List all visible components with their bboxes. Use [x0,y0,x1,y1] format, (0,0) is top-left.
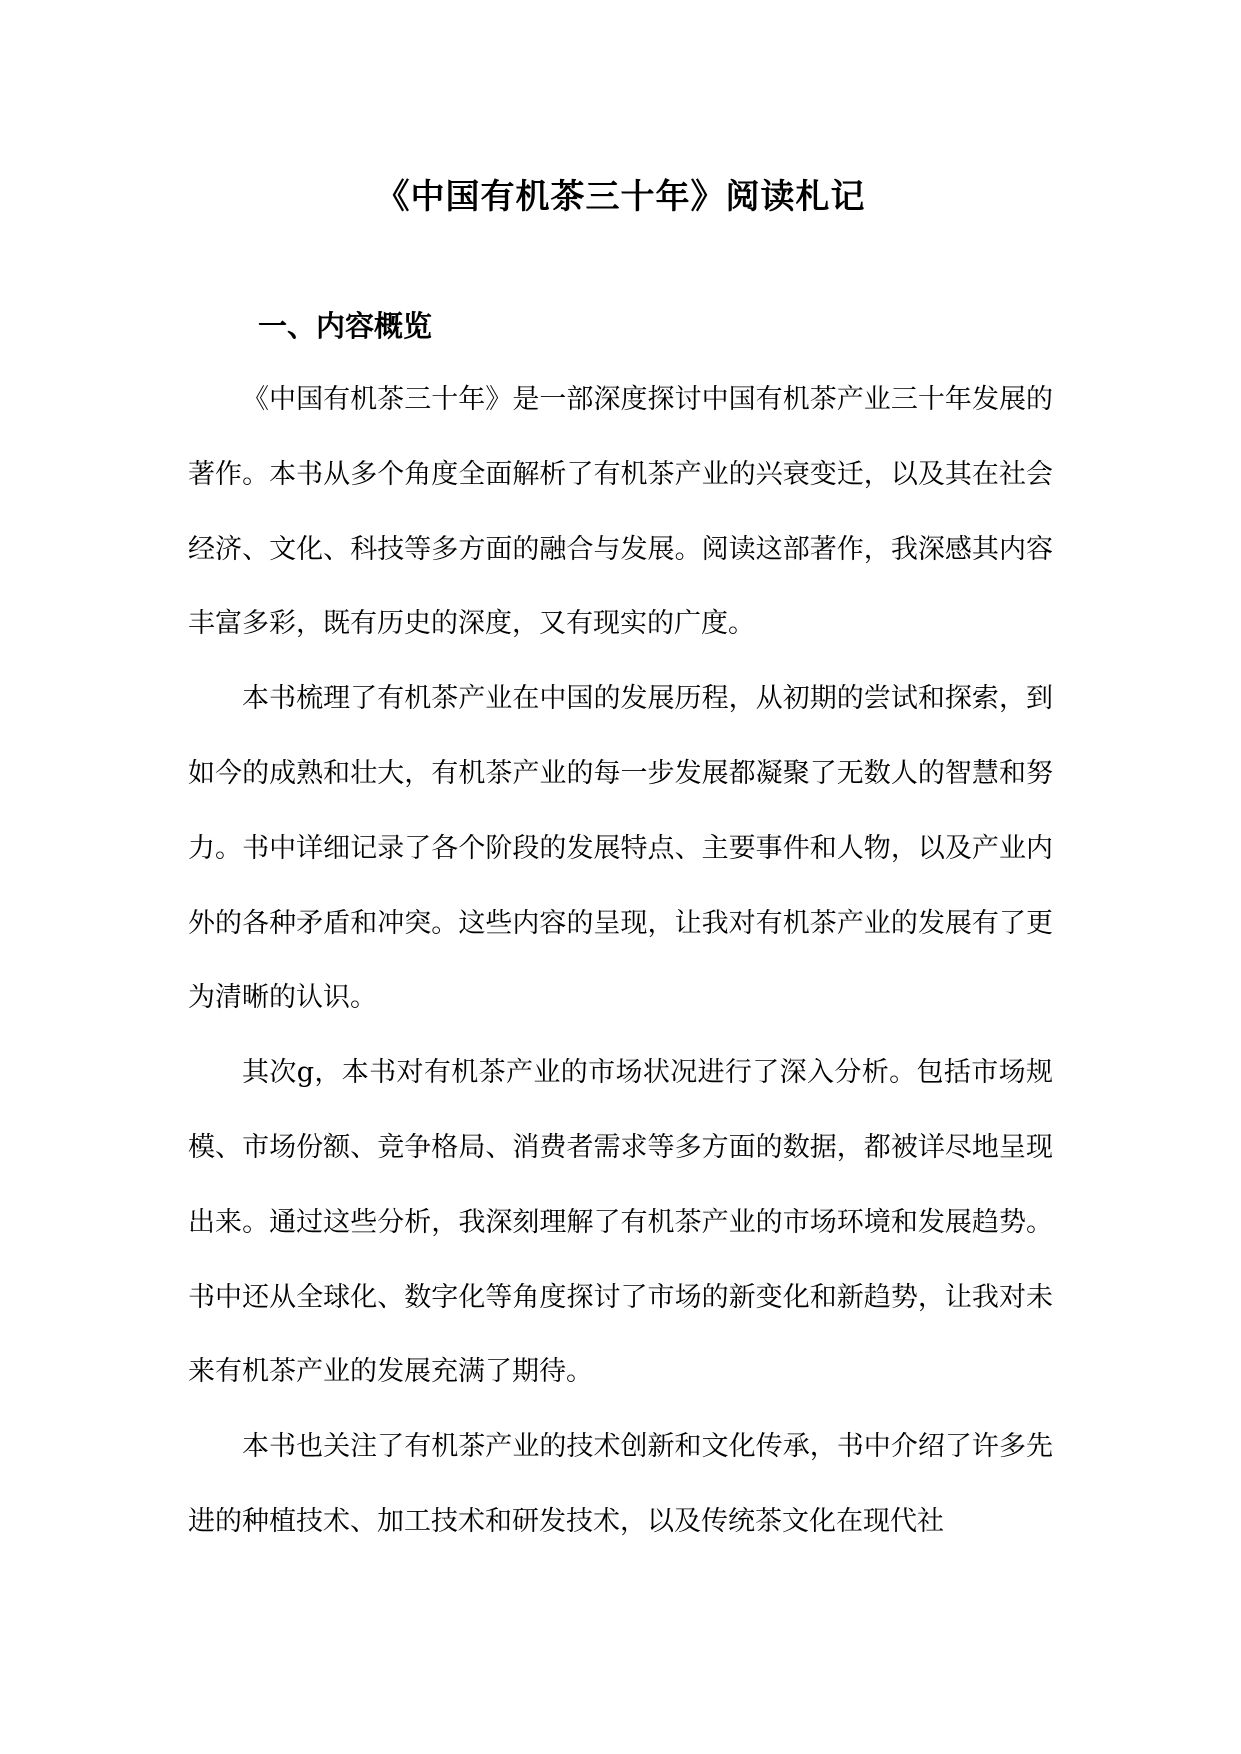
paragraph-1: 《中国有机茶三十年》是一部深度探讨中国有机茶产业三十年发展的著作。本书从多个角度全面解析了有机茶产业的兴衰变迁，以及其在社会经济、文化、科技等多方面的融合与发展。阅读这部著作，我深感其内容丰富多彩，既有历史的深度，又有现实的广度。 [188,384,1053,640]
body-text [188,363,1053,1560]
document-title: 《中国有机茶三十年》阅读札记 [375,176,866,217]
paragraph-3: 其次g，本书对有机茶产业的市场状况进行了深入分析。包括市场规模、市场份额、竞争格局、消费者需求等多方面的数据，都被详尽地呈现出来。通过这些分析，我深刻理解了有机茶产业的市场环境和发展趋势。书中还从全球化、数字化等角度探讨了市场的新变化和新趋势，让我对未来有机茶产业的发展充满了期待。 [188,1057,1053,1388]
section-heading: 一、内容概览 [258,309,433,344]
paragraph-2: 本书梳理了有机茶产业在中国的发展历程，从初期的尝试和探索，到如今的成熟和壮大，有机茶产业的每一步发展都凝聚了无数人的智慧和努力。书中详细记录了各个阶段的发展特点、主要事件和人物，以及产业内外的各种矛盾和冲突。这些内容的呈现，让我对有机茶产业的发展有了更为清晰的认识。 [188,683,1053,1014]
paragraph-4: 本书也关注了有机茶产业的技术创新和文化传承，书中介绍了许多先进的种植技术、加工技术和研发技术，以及传统茶文化在现代社 [188,1431,1053,1537]
